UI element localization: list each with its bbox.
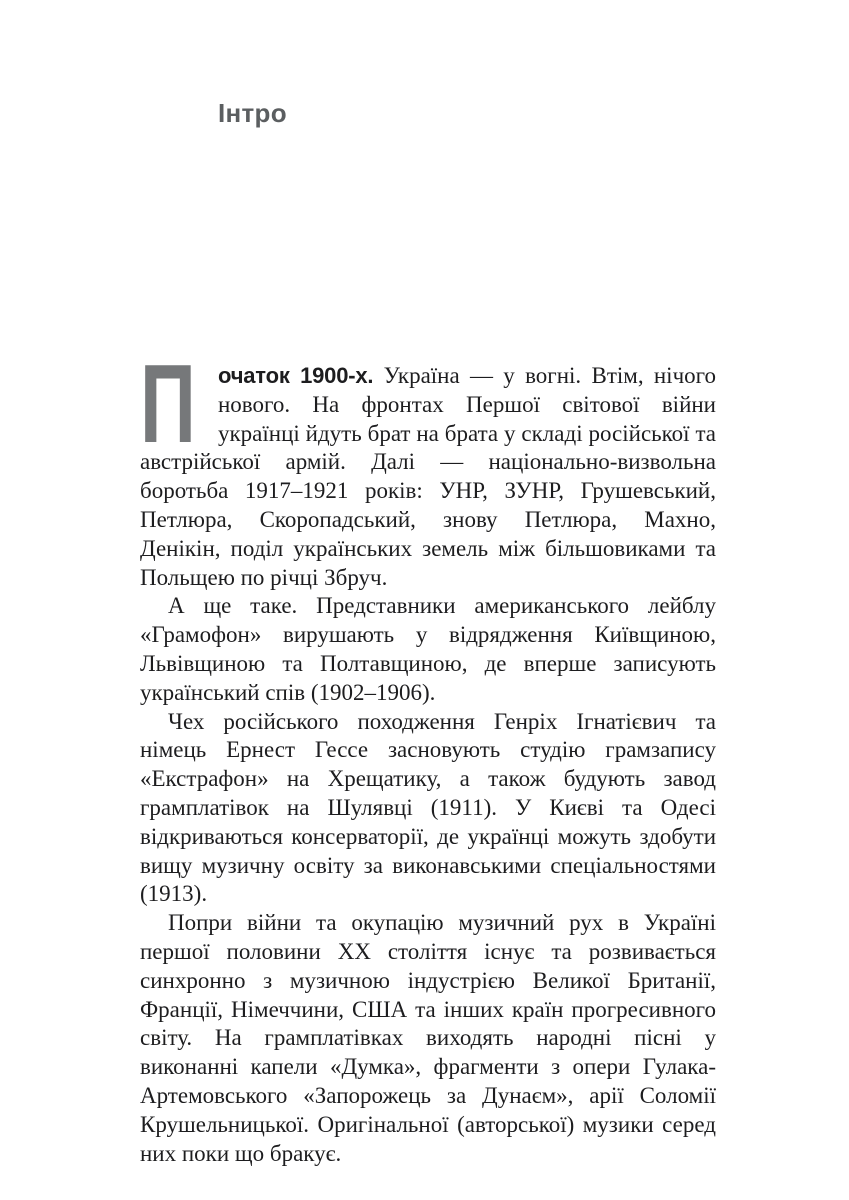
text-column [140,0,716,1168]
paragraph-gramophone: А ще таке. Представники американського лейблу «Грамофон» вирушають у відрядження Київщиною, Львівщиною та Полтавщиною, де вперше записують український спів (1902–1906). [140,593,716,705]
paragraph-music-industry: Попри війни та окупацію музичний рух в Україні першої половини ХХ століття існує та розвивається синхронно з музичною індустрією Великої Британії, Франції, Німеччини, США та інших країн прогресивного світу. На грамплатівках виходять народні пісні у виконанні капели «Думка», фрагменти з опери Гулака-Артемовського «Запорожець за Дунаєм», арії Соломії Крушельницької. Оригінальної (авторської) музики серед них поки що бракує. [140,910,716,1166]
intro-body [140,342,717,1168]
paragraph-text: Україна — у вогні. Втім, нічого нового. На фронтах Першої світової війни українці йдуть брат на брата у складі російської та австрійської армій. Далі — національно-визвольна боротьба 1917–1921 років: УНР, ЗУНР, Грушевський, Петлюра, Скоропадський, знову Петлюра, Махно, Денікін, поділ українських земель між більшовиками та Польщею по річці Збруч. [140,363,717,590]
lead-in-bold: очаток 1900-х. [218,363,374,388]
drop-cap-letter: П [140,342,196,466]
page-title: Інтро [218,98,287,128]
paragraph-opening [140,342,717,592]
paragraph-extrafon: Чех російського походження Генріх Ігнатієвич та німець Ернест Гессе засновують студію грамзапису «Екстрафон» на Хрещатику, а також будують завод грамплатівок на Шулявці (1911). У Києві та Одесі відкриваються консерваторії, де українці можуть здобути вищу музичну освіту за виконавськими спеціальностями (1913). [140,708,716,907]
drop-cap [140,342,218,466]
